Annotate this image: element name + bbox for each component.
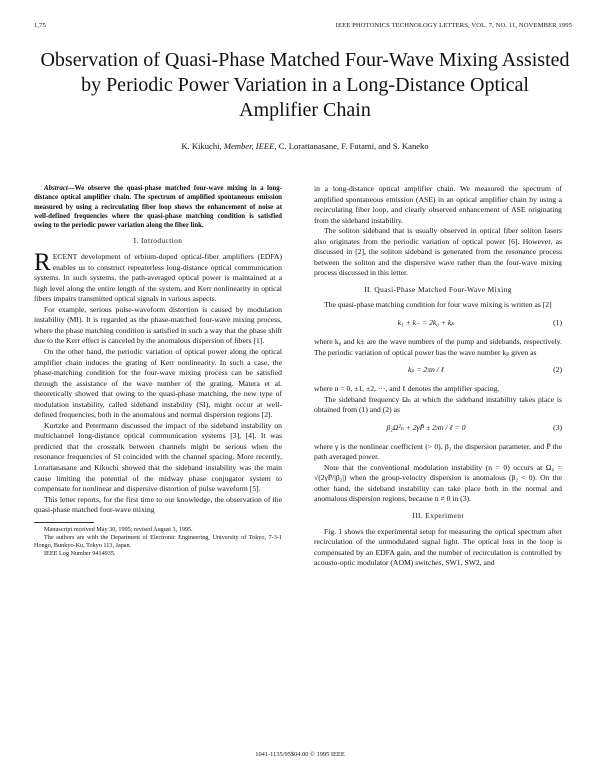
equation-number: (3)	[553, 422, 562, 432]
author-membership: Member, IEEE,	[223, 141, 277, 151]
journal-citation: IEEE PHOTONICS TECHNOLOGY LETTERS, VOL. 7, NO. 11, NOVEMBER 1995	[335, 22, 572, 29]
paragraph: For example, serious pulse-waveform distortion is caused by modulation instability (MI). It is regarded as the phase-matched four-wave mixing process, where the phase matching condition is satisfied in such a way that the phase shift due to the Kerr effect is canceled by the anomalous dispersion of fibers [1].	[34, 304, 282, 346]
author-first: K. Kikuchi,	[181, 141, 222, 151]
footnote: Manuscript received May 30, 1995; revised August 3, 1995.	[44, 525, 193, 533]
paragraph-text: ECENT development of erbium-doped optical-fiber amplifiers (EDFA) enables us to construct repeaterless long-distance optical communication systems. In such systems, the path-averaged optical power is maintained at a high level along the entire length of the system, and Kerr nonlinearity in optical fibers impairs transmitted optical signals in various aspects.	[34, 252, 282, 304]
copyright-line: 1041-1135/95$04.00 © 1995 IEEE	[255, 751, 345, 758]
equation-body: kₚ = 2πn / ℓ	[407, 365, 445, 375]
abstract-text: We observe the quasi-phase matched four-wave mixing in a long-distance optical amplifier chain. The spectrum of amplified spontaneous emission measured by using a recirculating fiber loop shows the enhancement of noise at well-defined frequencies where the quasi-phase matching condition is satisfied owing to the periodic power variation along the fiber link.	[34, 185, 282, 230]
author-line	[40, 141, 570, 151]
equation-number: (2)	[553, 365, 562, 375]
abstract	[34, 184, 282, 230]
drop-cap: R	[34, 249, 51, 277]
abstract-label: Abstract—	[44, 185, 75, 192]
paragraph: This letter reports, for the first time to our knowledge, the observation of the quasi-phase matched four-wave mixing	[34, 494, 282, 515]
equation-number: (1)	[553, 318, 562, 328]
footnote: IEEE Log Number 9414935.	[44, 549, 116, 557]
equation-body: β₂Ω²ₙ + 2γP̄ ± 2πn / ℓ = 0	[386, 422, 466, 432]
paragraph: The soliton sideband that is usually observed in optical fiber soliton lasers also originates from the periodic variation of optical power [6]. However, as discussed in [2], the soliton sideband is generated from the resonance process between the soliton and the dispersive wave rather than the four-wave mixing process discussed in this letter.	[314, 226, 562, 278]
paragraph	[34, 249, 282, 305]
equation-3	[314, 419, 562, 439]
equation-body: k₁ + k₋ = 2k₀ + kₚ	[397, 318, 455, 328]
footnote: The authors are with the Department of Electronic Engineering, University of Tokyo, 7-3-1 Hongo, Bunkyo-Ku, Tokyo 113, Japan.	[34, 533, 282, 549]
page-number: 1,75	[34, 22, 46, 29]
author-rest: C. Lorattanasane, F. Futami, and S. Kaneko	[278, 141, 429, 151]
equation-1	[314, 314, 562, 334]
paragraph: where n = 0, ±1, ±2, ···, and ℓ denotes the amplifier spacing.	[314, 384, 500, 394]
paragraph: in a long-distance optical amplifier chain. We measured the spectrum of amplified spontaneous emission (ASE) in an optical amplifier chain by using a recirculating fiber loop, and clearly observed enhancement of ASE originating from the sideband instability.	[314, 184, 562, 225]
section-heading-experiment: III. Experiment	[412, 511, 464, 521]
right-column	[314, 184, 562, 569]
section-heading-introduction: I. Introduction	[133, 236, 183, 246]
paragraph: On the other hand, the periodic variation of optical power along the optical amplifier chain induces the grating of Kerr nonlinearity. In such a case, the phase-matching condition for the four-wave mixing process can be satisfied through the assistance of the wave number of the grating. Matera et al. theoretically showed that owing to the quasi-phase matching, the new type of modulation instability, called sideband instability (SI), might occur at well-defined frequencies, both in the anomalous and normal dispersion regions [2].	[34, 346, 282, 420]
paragraph: Note that the conventional modulation instability (n = 0) occurs at Ω₀ = √(2γP̄/|β₂|) when the group-velocity dispersion is anomalous (β₂ < 0). On the other hand, the sideband instability can take place both in the normal and anomalous dispersion regions, because n ≠ 0 in (3).	[314, 462, 562, 504]
running-head	[34, 22, 572, 34]
left-column	[34, 184, 282, 558]
paper-title: Observation of Quasi-Phase Matched Four-Wave Mixing Assisted by Periodic Power Variation in a Long-Distance Optical Amplifier Chain	[40, 49, 570, 121]
equation-2	[314, 361, 562, 381]
paragraph: Fig. 1 shows the experimental setup for measuring the optical spectrum after recirculation of the unmodulated signal light. The optical loss in the loop is compensated by an EDFA gain, and the number of recirculation is controlled by acousto-optic modulator (AOM) switches, SW1, SW2, and	[314, 526, 562, 568]
paragraph: The quasi-phase matching condition for four wave mixing is written as [2]	[324, 300, 552, 310]
paragraph: where k₀ and k± are the wave numbers of the pump and sidebands, respectively. The periodic variation of optical power has the wave number kₚ given as	[314, 337, 562, 357]
paragraph: where γ is the nonlinear coefficient (> 0), β₂ the dispersion parameter, and P̄ the path averaged power.	[314, 441, 562, 462]
footnote-rule	[34, 522, 94, 523]
paragraph: Kurtzke and Petermann discussed the impact of the sideband instability on multichannel long-distance optical communication systems [3], [4]. It was predicted that the crosstalk between channels might be serious when the resonance frequencies of SI coincided with the channel spacing. More recently, Lorattanasane and Kikuchi showed that the sideband instability was the main cause limiting the potential of the midway phase conjugator system to compensate for nonlinear and dispersive distortion of pulse waveform [5].	[34, 420, 282, 494]
paragraph: The sideband frequency Ωₙ at which the sideband instability takes place is obtained from (1) and (2) as	[314, 394, 562, 415]
section-heading-qpm: II. Quasi-Phase Matched Four-Wave Mixing	[364, 284, 512, 294]
